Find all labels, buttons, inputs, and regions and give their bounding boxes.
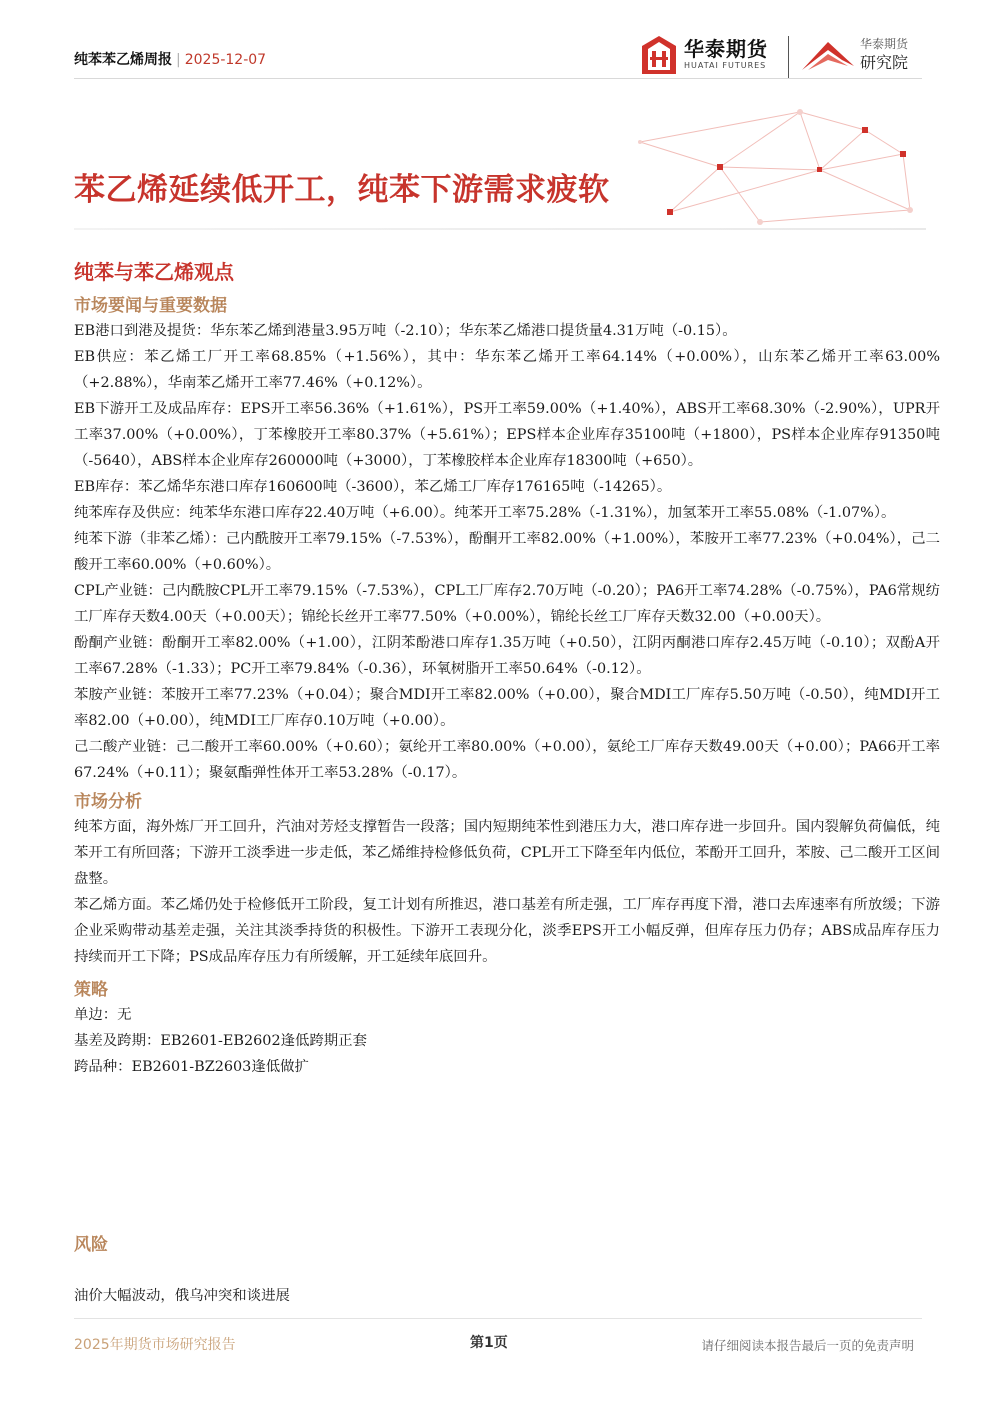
strategy-item: 基差及跨期：EB2601-EB2602逢低跨期正套 [74, 1033, 367, 1049]
huatai-logo-icon [642, 36, 676, 74]
research-institute-logo [798, 36, 908, 76]
disclaimer-note: 请仔细阅读本报告最后一页的免责声明 [701, 1338, 914, 1353]
header-separator: | [176, 52, 181, 68]
strategy-heading: 策略 [74, 980, 108, 1000]
footer-report-series: 2025年期货市场研究报告 [74, 1337, 236, 1353]
strategy-item: 跨品种：EB2601-BZ2603逢低做扩 [74, 1059, 309, 1075]
section-title: 纯苯与苯乙烯观点 [74, 260, 234, 284]
report-header [74, 49, 266, 69]
news-item: EB供应：苯乙烯工厂开工率68.85%（+1.56%），其中：华东苯乙烯开工率64.14%（+0.00%），山东苯乙烯开工率63.00%（+2.88%），华南苯乙烯开工率77.46%（+0.12%）。 [74, 349, 940, 391]
report-name: 纯苯苯乙烯周报 [74, 52, 172, 68]
analysis-heading: 市场分析 [74, 792, 142, 812]
analysis-item: 苯乙烯方面。苯乙烯仍处于检修低开工阶段，复工计划有所推迟，港口基差有所走强，工厂库存再度下滑，港口去库速率有所放缓；下游企业采购带动基差走强，关注其淡季持货的积极性。下游开工表现分化，淡季EPS开工小幅反弹，但库存压力仍存；ABS成品库存压力持续而开工下降；PS成品库存压力有所缓解，开工延续年底回升。 [74, 897, 940, 965]
report-date: 2025-12-07 [184, 52, 267, 68]
institute-line-1: 华泰期货 [860, 37, 909, 51]
logo-cn-text: 华泰期货 [684, 37, 768, 61]
news-item: EB港口到港及提货：华东苯乙烯到港量3.95万吨（-2.10）；华东苯乙烯港口提货量4.31万吨（-0.15）。 [74, 323, 737, 339]
analysis-item: 纯苯方面，海外炼厂开工回升，汽油对芳烃支撑暂告一段落；国内短期纯苯性到港压力大，港口库存进一步回升。国内裂解负荷偏低，纯苯开工有所回落；下游开工淡季进一步走低，苯乙烯维持检修低负荷，CPL开工下降至年内低位，苯酚开工回升，苯胺、己二酸开工区间盘整。 [74, 819, 940, 887]
news-item: EB下游开工及成品库存：EPS开工率56.36%（+1.61%），PS开工率59.00%（+1.40%），ABS开工率68.30%（-2.90%），UPR开工率37.00%（+0.00%），丁苯橡胶开工率80.37%（+5.61%）；EPS样本企业库存35100吨（+1800），PS样本企业库存91350吨（-5640），ABS样本企业库存260000吨（+3000），丁苯橡胶样本企业库存18300吨（+650）。 [74, 401, 940, 469]
news-item: EB库存：苯乙烯华东港口库存160600吨（-3600），苯乙烯工厂库存176165吨（-14265）。 [74, 479, 672, 495]
strategy-list [74, 1002, 940, 1080]
logo-en-text: HUATAI FUTURES [684, 61, 767, 70]
news-item: 苯胺产业链：苯胺开工率77.23%（+0.04）；聚合MDI开工率82.00%（+0.00），聚合MDI工厂库存5.50万吨（-0.50），纯MDI开工率82.00（+0.00），纯MDI工厂库存0.10万吨（+0.00）。 [74, 687, 940, 729]
news-heading: 市场要闻与重要数据 [74, 296, 227, 316]
analysis-list [74, 814, 940, 970]
news-item: CPL产业链：己内酰胺CPL开工率79.15%（-7.53%），CPL工厂库存2.70万吨（-0.20）；PA6开工率74.28%（-0.75%），PA6常规纺工厂库存天数4.00天（+0.00天）；锦纶长丝开工率77.50%（+0.00%），锦纶长丝工厂库存天数32.00（+0.00天）。 [74, 583, 940, 625]
institute-wing-icon [798, 36, 858, 76]
strategy-item: 单边：无 [74, 1007, 132, 1023]
risk-heading: 风险 [74, 1235, 108, 1255]
network-decoration-icon [620, 82, 930, 232]
news-item: 己二酸产业链：己二酸开工率60.00%（+0.60）；氨纶开工率80.00%（+0.00），氨纶工厂库存天数49.00天（+0.00）；PA66开工率67.24%（+0.11）；聚氨酯弹性体开工率53.28%（-0.17）。 [74, 739, 940, 781]
logo-divider [788, 36, 789, 78]
news-item: 纯苯下游（非苯乙烯）：己内酰胺开工率79.15%（-7.53%），酚酮开工率82.00%（+1.00%），苯胺开工率77.23%（+0.04%），己二酸开工率60.00%（+0.60%）。 [74, 531, 940, 573]
news-list [74, 318, 940, 786]
footer-rule [74, 1318, 922, 1319]
main-content [74, 258, 940, 1080]
news-item: 纯苯库存及供应：纯苯华东港口库存22.40万吨（+6.00）。纯苯开工率75.28%（-1.31%），加氢苯开工率55.08%（-1.07%）。 [74, 505, 896, 521]
page-number: 第1页 [470, 1335, 508, 1351]
report-title: 苯乙烯延续低开工，纯苯下游需求疲软 [74, 172, 610, 208]
institute-line-2: 研究院 [860, 53, 909, 72]
huatai-futures-logo [642, 36, 768, 74]
header-rule [74, 78, 922, 79]
title-rule [74, 228, 926, 230]
news-item: 酚酮产业链：酚酮开工率82.00%（+1.00），江阴苯酚港口库存1.35万吨（+0.50），江阴丙酮港口库存2.45万吨（-0.10）；双酚A开工率67.28%（-1.33）；PC开工率79.84%（-0.36），环氧树脂开工率50.64%（-0.12）。 [74, 635, 940, 677]
risk-text: 油价大幅波动，俄乌冲突和谈进展 [74, 1288, 290, 1304]
